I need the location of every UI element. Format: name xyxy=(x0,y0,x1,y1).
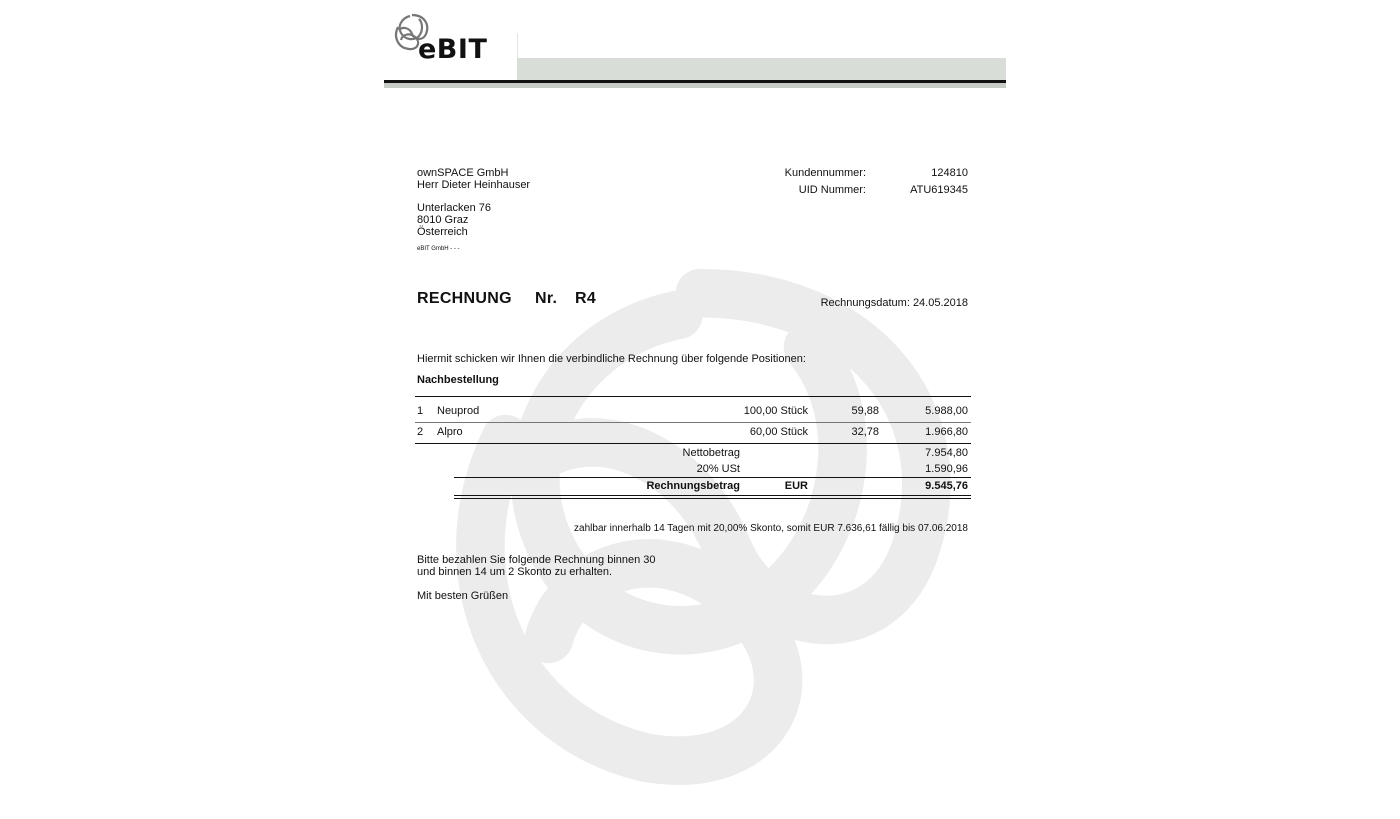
item-qty: 60,00 Stück xyxy=(749,426,808,438)
item-qty: 100,00 Stück xyxy=(743,405,808,417)
table-top-rule xyxy=(415,396,971,397)
item-total: 5.988,00 xyxy=(925,405,968,417)
payment-terms: zahlbar innerhalb 14 Tagen mit 20,00% Skonto, somit EUR 7.636,61 fällig bis 07.06.2018 xyxy=(574,523,968,534)
net-value: 7.954,80 xyxy=(925,447,968,459)
invoice-date: Rechnungsdatum: 24.05.2018 xyxy=(820,297,968,309)
closing-line-2: und binnen 14 um 2 Skonto zu erhalten. xyxy=(417,566,613,578)
invoice-nr-value: R4 xyxy=(575,290,597,307)
item-name: Neuprod xyxy=(437,405,480,417)
item-pos: 2 xyxy=(417,426,424,438)
gross-double-rule-1 xyxy=(454,495,971,496)
recipient-country: Österreich xyxy=(417,226,468,238)
gross-currency: EUR xyxy=(784,480,808,492)
recipient-person: Herr Dieter Heinhauser xyxy=(417,179,531,191)
table-bottom-rule xyxy=(415,443,971,444)
recipient-city: 8010 Graz xyxy=(417,214,469,226)
closing-greeting: Mit besten Grüßen xyxy=(417,590,509,602)
gross-label: Rechnungsbetrag xyxy=(646,480,740,492)
gross-double-rule-2 xyxy=(454,498,971,499)
item-pos: 1 xyxy=(417,405,424,417)
gross-value: 9.545,76 xyxy=(925,480,968,492)
sender-line: eBIT GmbH - - - xyxy=(417,246,460,252)
section-title: Nachbestellung xyxy=(417,374,499,386)
header-divider xyxy=(517,33,518,58)
gross-top-rule xyxy=(454,477,971,478)
tax-value: 1.590,96 xyxy=(925,463,968,475)
item-total: 1.966,80 xyxy=(925,426,968,438)
item-price: 32,78 xyxy=(851,426,879,438)
closing-line-1: Bitte bezahlen Sie folgende Rechnung binnen 30 xyxy=(417,554,656,566)
recipient-street: Unterlacken 76 xyxy=(417,202,491,214)
invoice-title: RECHNUNG xyxy=(417,290,512,307)
header-underband xyxy=(384,83,1006,88)
invoice-nr-label: Nr. xyxy=(535,290,558,307)
intro-text: Hiermit schicken wir Ihnen die verbindliche Rechnung über folgende Positionen: xyxy=(417,353,806,365)
ebit-logo-text: eBIT xyxy=(418,34,488,65)
customer-number-value: 124810 xyxy=(931,167,968,179)
item-name: Alpro xyxy=(437,426,463,438)
invoice-page xyxy=(384,0,1006,819)
customer-number-label: Kundennummer: xyxy=(784,167,866,179)
header-band xyxy=(517,58,1006,80)
recipient-company: ownSPACE GmbH xyxy=(417,167,509,179)
item-price: 59,88 xyxy=(851,405,879,417)
net-label: Nettobetrag xyxy=(682,447,740,459)
row-separator xyxy=(415,422,971,423)
uid-label: UID Nummer: xyxy=(798,184,866,196)
tax-label: 20% USt xyxy=(696,463,740,475)
uid-value: ATU619345 xyxy=(910,184,968,196)
